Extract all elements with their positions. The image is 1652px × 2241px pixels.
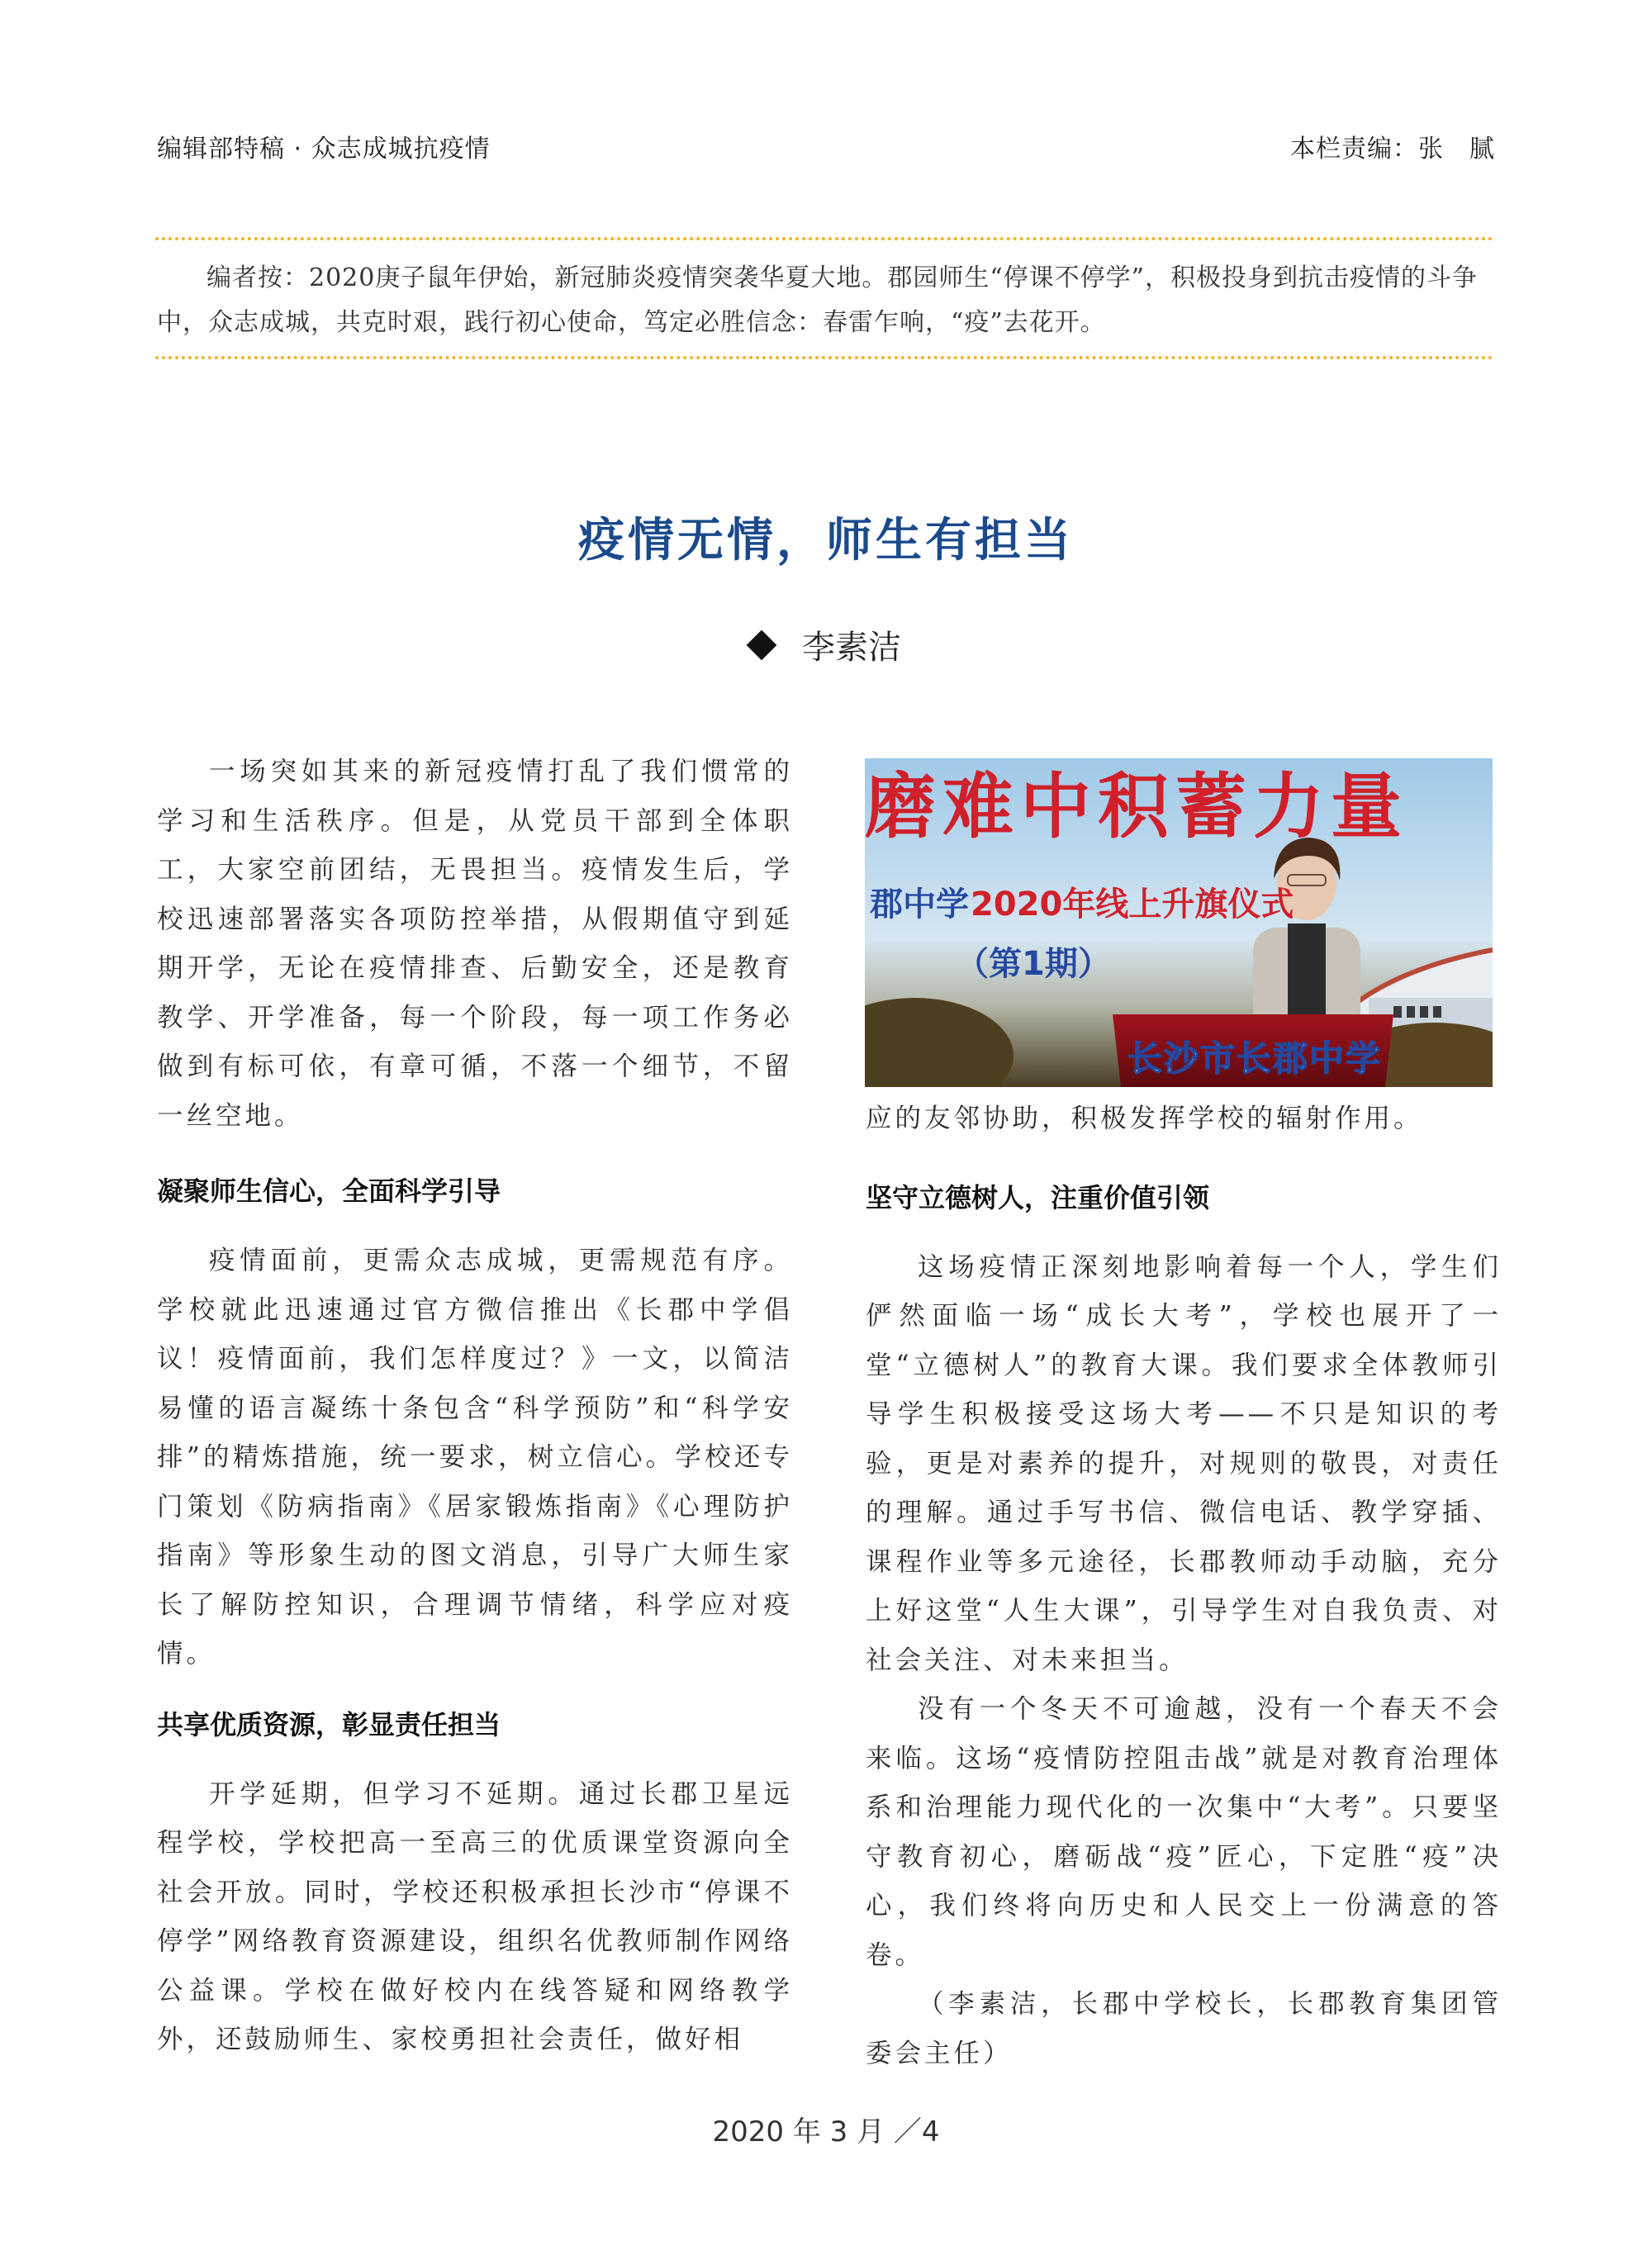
banner-subtitle-blue: 郡中学 xyxy=(870,885,969,923)
right-column xyxy=(866,1094,1502,2078)
author-name: 李素洁 xyxy=(802,629,901,667)
intro-paragraph: 一场突如其来的新冠疫情打乱了我们惯常的学习和生活秩序。但是，从党员干部到全体职工，大家空前团结，无畏担当。疫情发生后，学校迅速部署落实各项防控举措，从假期值守到延期开学，无论在疫情排查、后勤安全，还是教育教学、开学准备，每一个阶段，每一项工作务必做到有标可依，有章可循，不落一个细节，不留一丝空地。 xyxy=(157,757,793,1131)
banner-issue: （第1期） xyxy=(956,945,1111,983)
continued-paragraph: 应的友邻协助，积极发挥学校的辐射作用。 xyxy=(866,1104,1423,1133)
building-window xyxy=(1407,1006,1415,1018)
author-note: （李素洁，长郡中学校长，长郡教育集团管委会主任） xyxy=(866,1989,1502,2068)
speaker-turtleneck xyxy=(1288,923,1326,1014)
section-heading: 共享优质资源，彰显责任担当 xyxy=(157,1708,501,1740)
section-header: 编辑部特稿 · 众志成城抗疫情 xyxy=(157,135,491,164)
building-window xyxy=(1393,1006,1402,1018)
column-editor: 本栏责编：张 腻 xyxy=(1290,135,1495,164)
body-paragraph: 这场疫情正深刻地影响着每一个人，学生们俨然面临一场“成长大考”，学校也展开了一堂“立德树人”的教育大课。我们要求全体教师引导学生积极接受这场大考——不只是知识的考验，更是对素养的提升，对规则的敬畏，对责任的理解。通过手写书信、微信电话、教学穿插、课程作业等多元途径，长郡教师动手动脑，充分上好这堂“人生大课”，引导学生对自我负责、对社会关注、对未来担当。 xyxy=(866,1251,1502,1675)
article-photo xyxy=(865,758,1493,1087)
podium-text: 长沙市长郡中学 xyxy=(1127,1038,1383,1079)
page-footer: 2020 年 3 月 ／4 xyxy=(712,2115,940,2148)
dotted-divider-top xyxy=(155,237,1493,240)
article-title: 疫情无情，师生有担当 xyxy=(578,513,1074,567)
editor-note: 编者按：2020庚子鼠年伊始，新冠肺炎疫情突袭华夏大地。郡园师生“停课不停学”，积极投身到抗击疫情的斗争中，众志成城，共克时艰，践行初心使命，笃定必胜信念：春雷乍响，“疫”去花开。 xyxy=(157,264,1479,337)
banner-title: 磨难中积蓄力量 xyxy=(865,765,1408,848)
building-window xyxy=(1433,1006,1441,1018)
dotted-divider-bottom xyxy=(155,356,1493,359)
section-heading: 凝聚师生信心，全面科学引导 xyxy=(157,1175,501,1207)
diamond-bullet-icon xyxy=(747,630,777,661)
banner-subtitle-red: 2020年线上升旗仪式 xyxy=(971,885,1294,923)
body-paragraph: 疫情面前，更需众志成城，更需规范有序。学校就此迅速通过官方微信推出《长郡中学倡议！疫情面前，我们怎样度过？》一文，以简洁易懂的语言凝练十条包含“科学预防”和“科学安排”的精炼措施，统一要求，树立信心。学校还专门策划《防病指南》《居家锻炼指南》《心理防护指南》等形象生动的图文消息，引导广大师生家长了解防控知识，合理调节情绪，科学应对疫情。 xyxy=(157,1246,793,1669)
speaker-at-podium-image xyxy=(865,758,1493,1087)
body-paragraph: 没有一个冬天不可逾越，没有一个春天不会来临。这场“疫情防控阻击战”就是对教育治理体系和治理能力现代化的一次集中“大考”。只要坚守教育初心，磨砺战“疫”匠心，下定胜“疫”决心，我们终将向历史和人民交上一份满意的答卷。 xyxy=(866,1694,1502,1970)
section-heading: 坚守立德树人，注重价值引领 xyxy=(866,1181,1210,1213)
left-column xyxy=(157,748,793,2065)
byline xyxy=(0,621,1652,668)
body-paragraph: 开学延期，但学习不延期。通过长郡卫星远程学校，学校把高一至高三的优质课堂资源向全社会开放。同时，学校还积极承担长沙市“停课不停学”网络教育资源建设，组织名优教师制作网络公益课。学校在做好校内在线答疑和网络教学外，还鼓励师生、家校勇担社会责任，做好相 xyxy=(157,1778,793,2054)
building-window xyxy=(1420,1006,1428,1018)
